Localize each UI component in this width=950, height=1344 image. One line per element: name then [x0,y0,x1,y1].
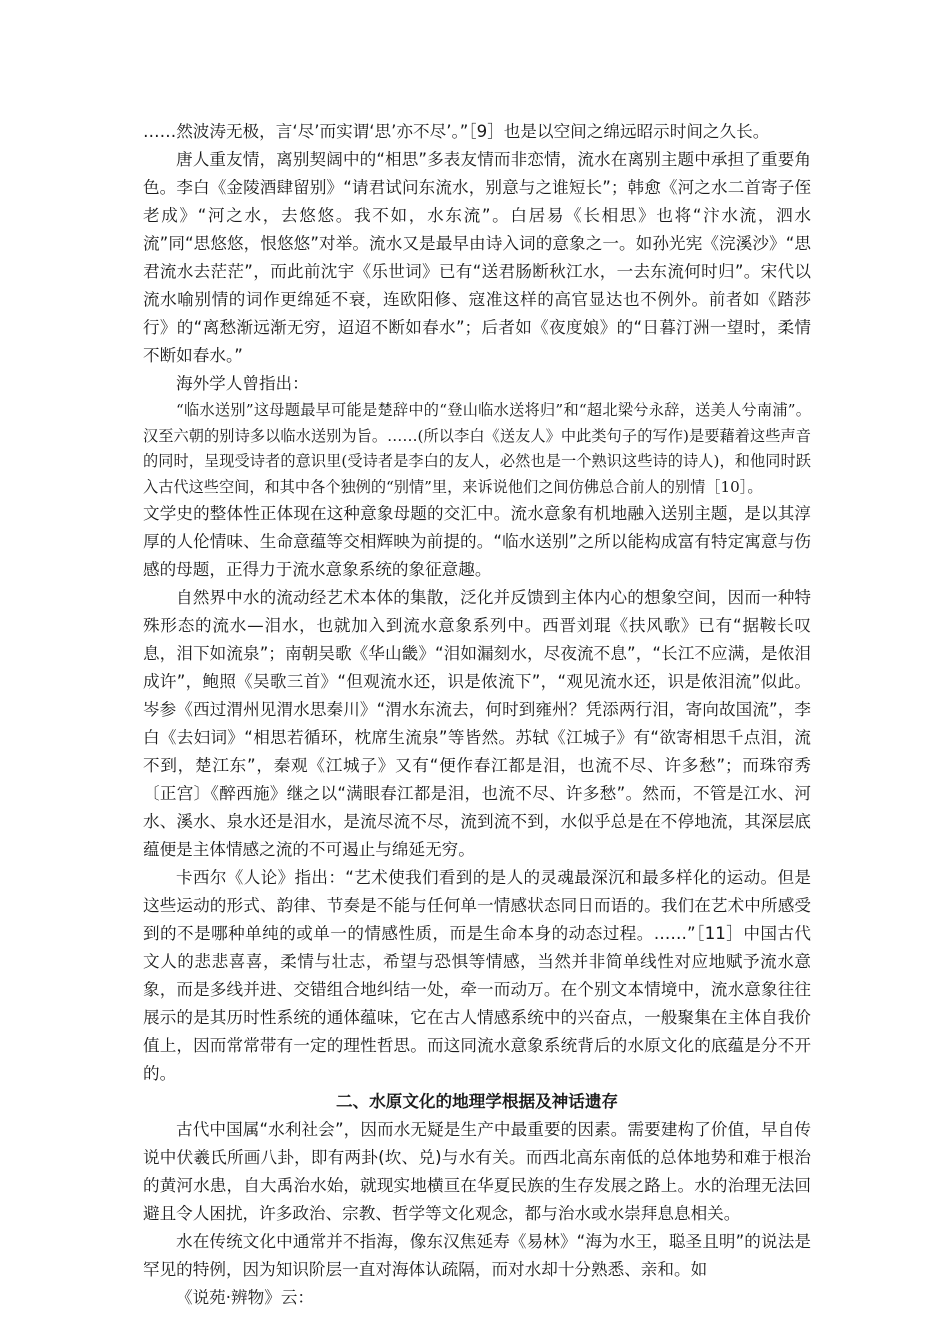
paragraph-8: 水在传统文化中通常并不指海，像东汉焦延寿《易林》“海为水王，聪圣且明”的说法是罕见的特例，因为知识阶层一直对海体认疏隔，而对水却十分熟悉、亲和。如 [143,1232,811,1279]
paragraph-9: 《说苑·辨物》云： [176,1288,315,1307]
paragraph-3: 海外学人曾指出： [176,374,309,393]
section-heading: 二、水原文化的地理学根据及神话遗存 [335,1092,619,1111]
paragraph-6: 卡西尔《人论》指出：“艺术使我们看到的是人的灵魂最深沉和最多样化的运动。但是这些运动的形式、韵律、节奏是不能与任何单一情感状态同日而语的。我们在艺术中所感受到的不是哪种单纯的或单一的情感性质，而是生命本身的动态过程。……”［11］中国古代文人的悲悲喜喜，柔情与壮志，希望与恐惧等情感，当然并非简单线性对应地赋予流水意象，而是多线并进、交错组合地纠结一处，牵一而动万。在个别文本情境中，流水意象往往展示的是其历时性系统的通体蕴味，它在古人情感系统中的兴奋点，一般聚集在主体自我价值上，因而常常带有一定的理性哲思。而这同流水意象系统背后的水原文化的底蕴是分不开的。 [143,868,811,1083]
block-quote: “临水送别”这母题最早可能是楚辞中的“登山临水送将归”和“超北梁兮永辞，送美人兮南浦”。汉至六朝的别诗多以临水送别为旨。……(所以李白《送友人》中此类句子的写作)是要藉着这些声音的同时，呈现受诗者的意识里(受诗者是李白的友人，必然也是一个熟识这些诗的诗人)，和他同时跃入古代这些空间，和其中各个独例的“别情”里，来诉说他们之间仿佛总合前人的别情［10］。 [143,401,811,496]
paragraph-1: ……然波涛无极，言‘尽’而实谓‘思’亦不尽’。”［9］也是以空间之绵远昭示时间之久长。 [143,122,770,141]
paragraph-2: 唐人重友情，离别契阔中的“相思”多表友情而非恋情，流水在离别主题中承担了重要角色。李白《金陵酒肆留别》“请君试问东流水，别意与之谁短长”；韩愈《河之水二首寄子侄老成》“河之水，去悠悠。我不如，水东流”。白居易《长相思》也将“汴水流，泗水流”同“思悠悠，恨悠悠”对举。流水又是最早由诗入词的意象之一。如孙光宪《浣溪沙》“思君流水去茫茫”，而此前沈宇《乐世词》已有“送君肠断秋江水，一去东流何时归”。宋代以流水喻别情的词作更绵延不衰，连欧阳修、寇准这样的高官显达也不例外。前者如《踏莎行》的“离愁渐远渐无穷，迢迢不断如春水”；后者如《夜度娘》的“日暮汀洲一望时，柔情不断如春水。” [143,150,811,365]
paragraph-5: 自然界中水的流动经艺术本体的集散，泛化并反馈到主体内心的想象空间，因而一种特殊形态的流水—泪水，也就加入到流水意象系列中。西晋刘琨《扶风歌》已有“据鞍长叹息，泪下如流泉”；南朝吴歌《华山畿》“泪如漏刻水，尽夜流不息”，“长江不应满，是侬泪成许”，鲍照《吴歌三首》“但观流水还，识是侬流下”，“观见流水还，识是侬泪流”似此。岑参《西过渭州见渭水思秦川》“渭水东流去，何时到雍州？凭添两行泪，寄向故国流”，李白《去妇词》“相思若循环，枕席生流泉”等皆然。苏轼《江城子》有“欲寄相思千点泪，流不到，楚江东”，秦观《江城子》又有“便作春江都是泪，也流不尽、许多愁”；而珠帘秀〔正宫〕《醉西施》继之以“满眼春江都是泪，也流不尽、许多愁”。然而，不管是江水、河水、溪水、泉水还是泪水，是流尽流不尽，流到流不到，水似乎总是在不停地流，其深层底蕴便是主体情感之流的不可遏止与绵延无穷。 [143,588,811,859]
paragraph-7: 古代中国属“水利社会”，因而水无疑是生产中最重要的因素。需要建构了价值，早自传说中伏羲氏所画八卦，即有两卦(坎、兑)与水有关。而西北高东南低的总体地势和难于根治的黄河水患，自大禹治水始，就现实地横亘在华夏民族的生存发展之路上。水的治理无法回避且令人困扰，许多政治、宗教、哲学等文化观念，都与治水或水崇拜息息相关。 [143,1120,811,1223]
document-body [143,118,811,1312]
paragraph-4: 文学史的整体性正体现在这种意象母题的交汇中。流水意象有机地融入送别主题，是以其淳厚的人伦情味、生命意蕴等交相辉映为前提的。“临水送别”之所以能构成富有特定寓意与伤感的母题，正得力于流水意象系统的象征意趣。 [143,504,811,579]
